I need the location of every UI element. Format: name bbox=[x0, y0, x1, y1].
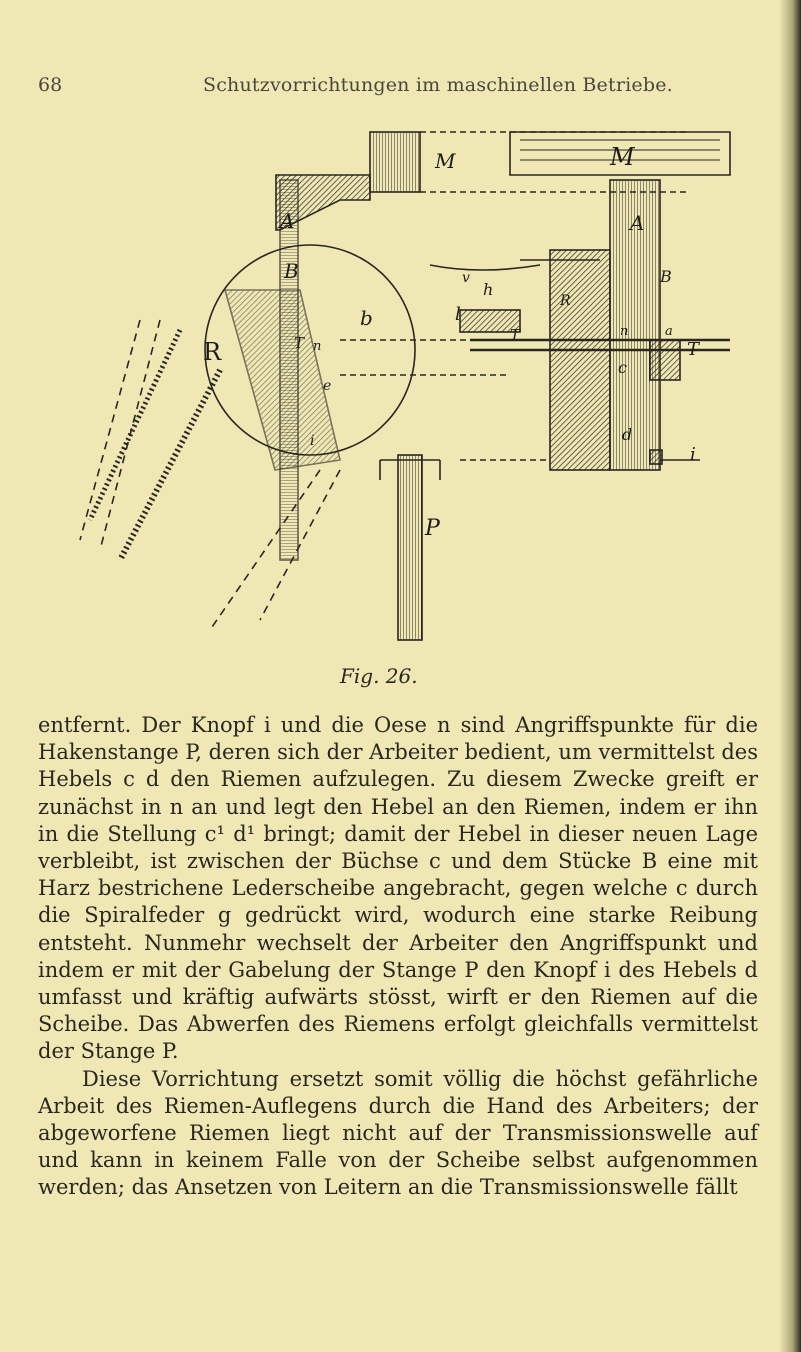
label-d: d bbox=[622, 425, 633, 444]
label-a: a bbox=[665, 324, 673, 339]
label-M-left: M bbox=[435, 149, 456, 173]
label-i-right: i bbox=[690, 444, 696, 465]
label-h: h bbox=[483, 280, 494, 299]
page-header bbox=[38, 70, 758, 100]
label-A-right: A bbox=[630, 211, 645, 235]
label-v: v bbox=[462, 270, 470, 286]
block-right bbox=[550, 250, 610, 470]
label-c: c bbox=[618, 358, 627, 377]
figure-caption: Fig. 26. bbox=[340, 664, 418, 688]
label-B-left: B bbox=[284, 259, 299, 283]
label-A-left: A bbox=[280, 209, 295, 233]
label-n-right: n bbox=[620, 324, 629, 339]
label-l: l bbox=[455, 304, 461, 325]
label-b: b bbox=[360, 306, 373, 330]
label-n-left: n bbox=[313, 339, 322, 354]
label-M-right: M bbox=[610, 143, 635, 171]
label-R-big: R bbox=[203, 338, 222, 366]
label-T-right: T bbox=[687, 339, 700, 360]
label-R-right: R bbox=[560, 293, 571, 309]
page-number: 68 bbox=[38, 74, 63, 96]
body-text bbox=[38, 712, 758, 1202]
figure-26-illustration bbox=[40, 120, 770, 650]
bracket-top-left bbox=[370, 132, 420, 192]
label-e: e bbox=[323, 378, 332, 394]
page-edge-shadow bbox=[779, 0, 801, 1352]
paragraph-1: entfernt. Der Knopf i und die Oese n sind Angriffspunkte für die Hakenstange P, deren sich der Arbeiter bedient, um vermittelst des Hebels c d den Riemen aufzulegen. Zu diesem Zwecke greift er zunächst in n an und legt den Hebel an den Riemen, indem er ihn in die Stellung c¹ d¹ bringt; damit der Hebel in dieser neuen Lage verbleibt, ist zwischen der Büchse c und dem Stücke B eine mit Harz bestrichene Lederscheibe angebracht, gegen welche c durch die Spiralfeder g gedrückt wird, wodurch eine starke Reibung entsteht. Nunmehr wechselt der Arbeiter den Angriffspunkt und indem er mit der Gabelung der Stange P den Knopf i des Hebels d umfasst und kräftig aufwärts stösst, wirft er den Riemen auf die Scheibe. Das Abwerfen des Riemens erfolgt gleichfalls vermittelst der Stange P. bbox=[38, 713, 758, 1064]
label-T-mid: T bbox=[510, 326, 521, 344]
paragraph-2: Diese Vorrichtung ersetzt somit völlig die höchst gefährliche Arbeit des Riemen-Auflegens durch die Hand des Arbeiters; der abgeworfene Riemen liegt nicht auf der Transmissionswelle auf und kann in keinem Falle von der Scheibe selbst aufgenommen werden; das Ansetzen von Leitern an die Transmissionswelle fällt bbox=[38, 1066, 758, 1200]
label-i-left: i bbox=[310, 433, 315, 449]
running-title: Schutzvorrichtungen im maschinellen Betriebe. bbox=[203, 74, 673, 96]
label-T-left: T bbox=[294, 334, 305, 352]
label-P: P bbox=[425, 516, 440, 541]
label-B-right: B bbox=[660, 267, 672, 286]
rod-P bbox=[398, 455, 422, 640]
